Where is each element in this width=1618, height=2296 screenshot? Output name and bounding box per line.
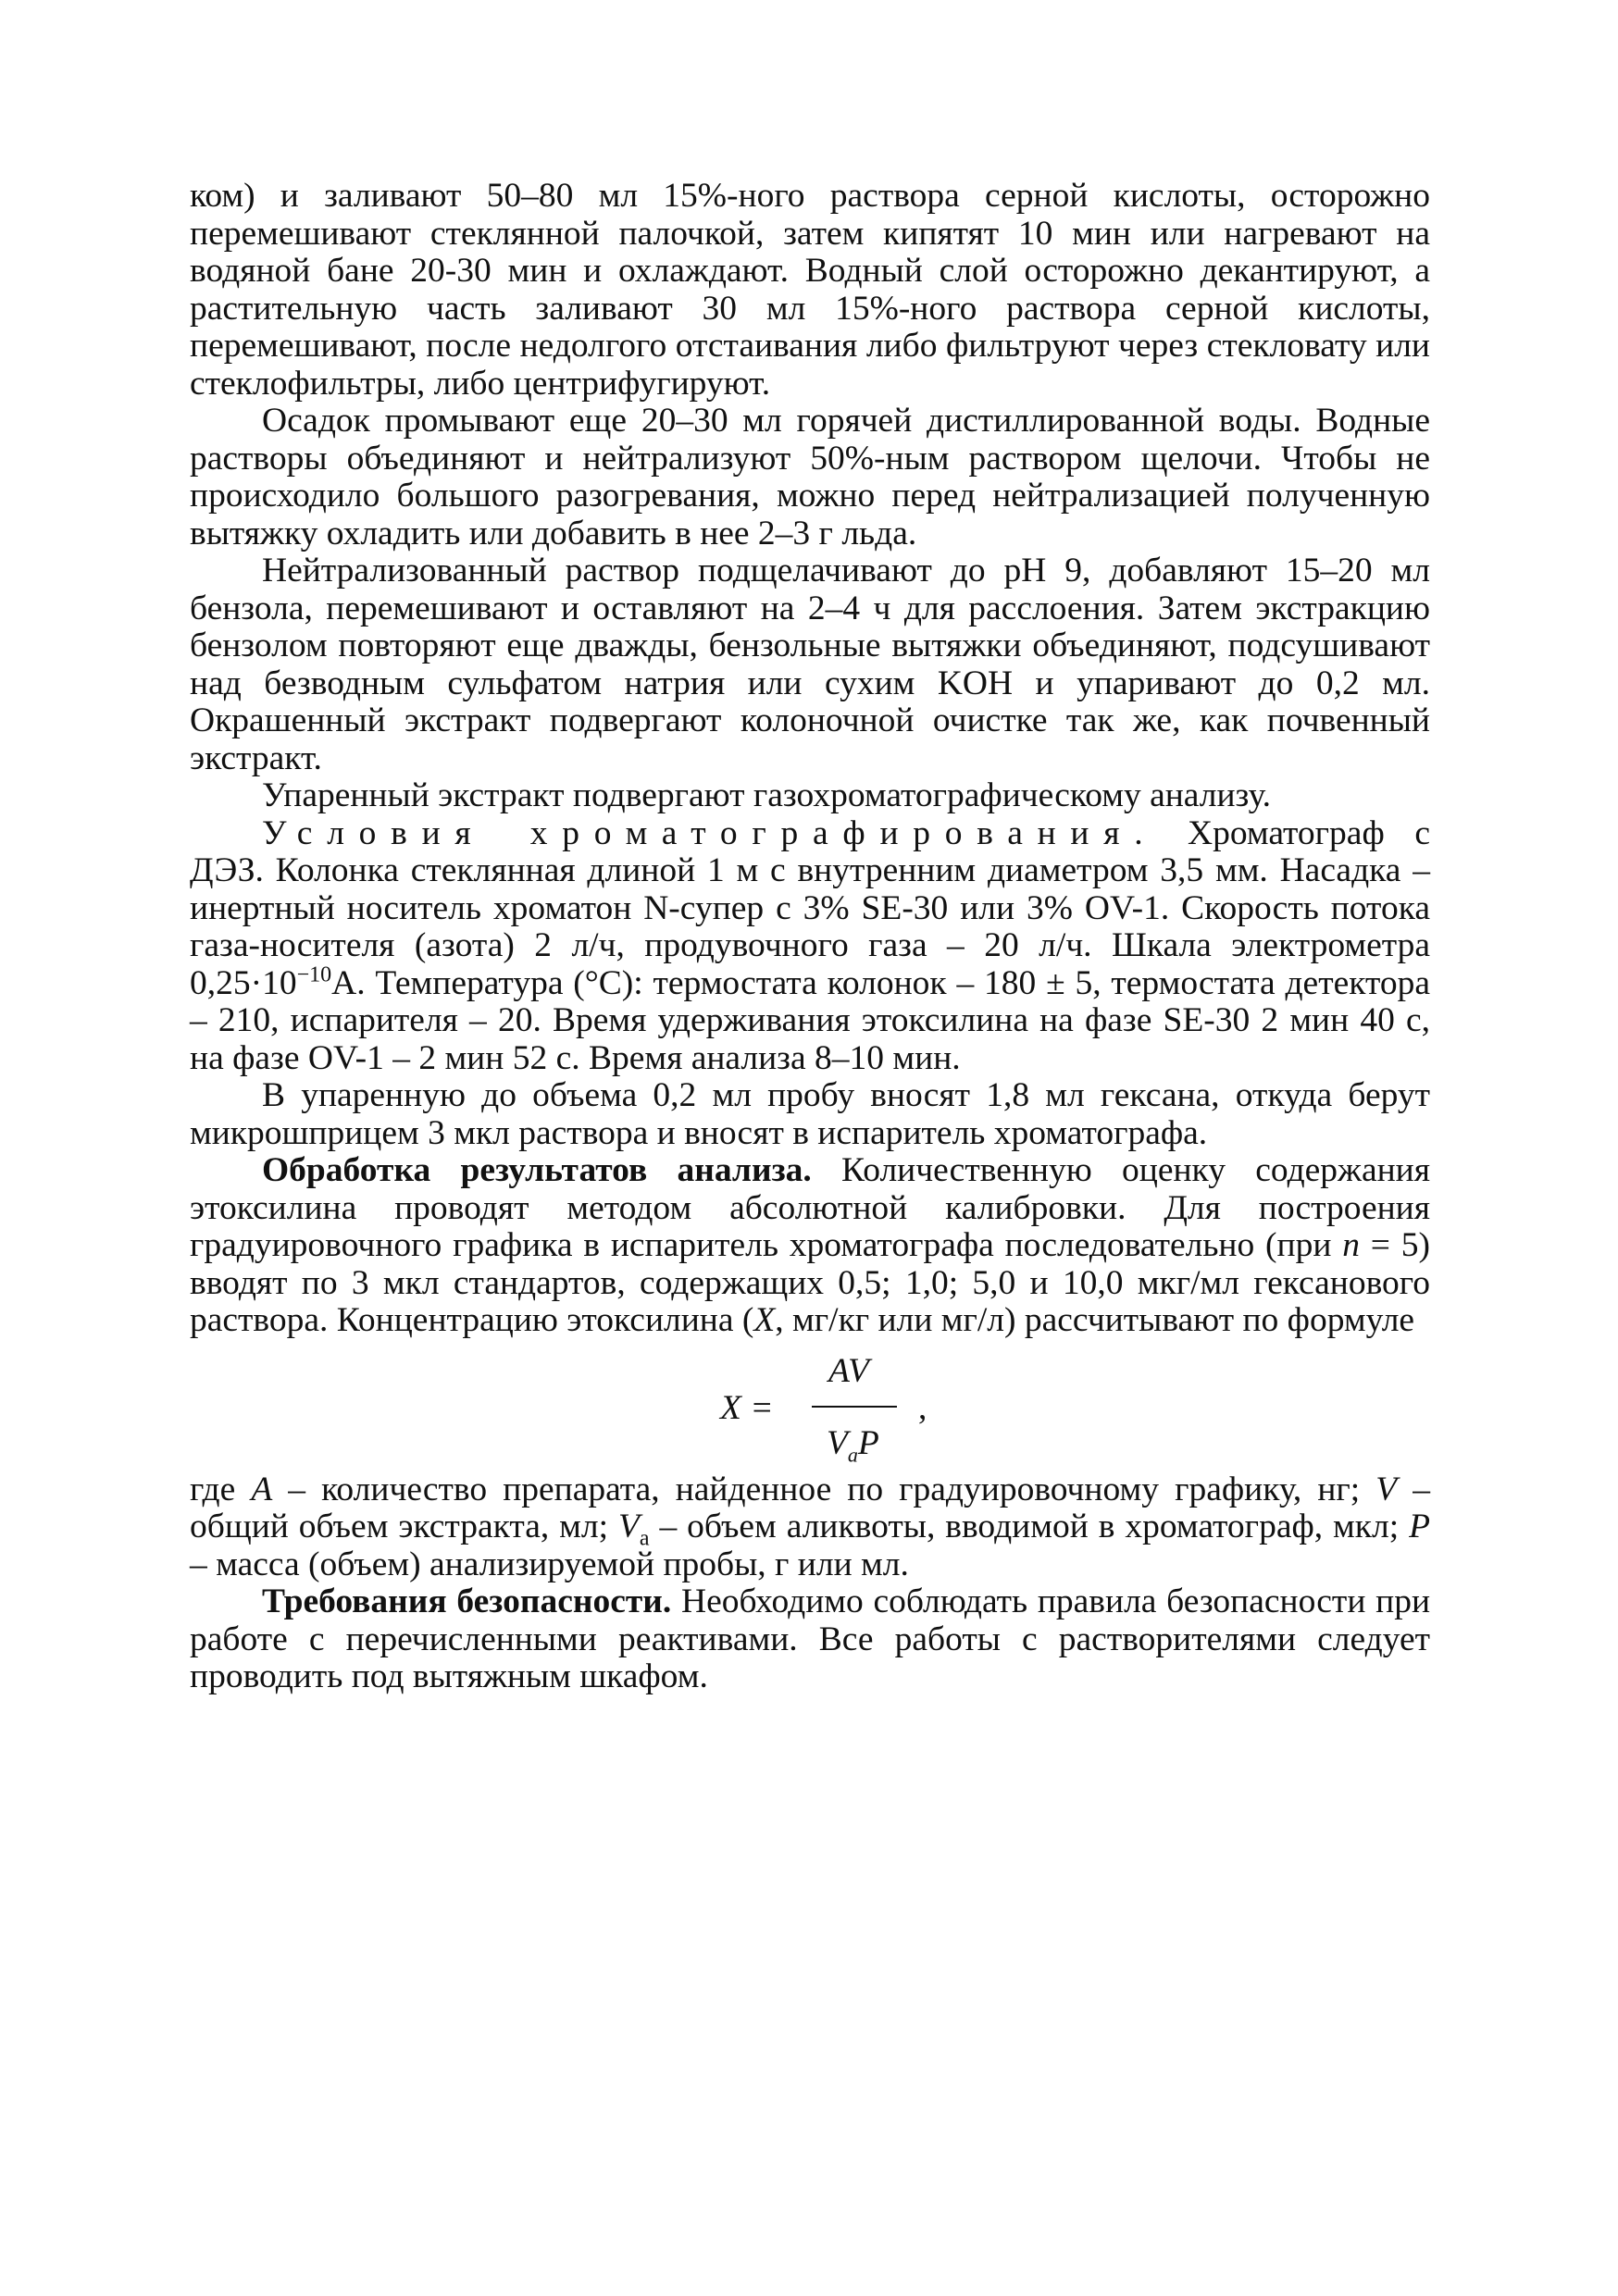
- paragraph-formula-legend: [190, 1471, 1430, 1584]
- legend-text-c: – общий объем экстракта, мл;: [190, 1470, 1430, 1545]
- safety-text: Необходимо соблюдать правила безопасности при работе с перечисленными реактивами. Все работы с растворителями следует проводить под вытяжным шкафом.: [190, 1582, 1431, 1695]
- formula-numerator: AV: [828, 1351, 869, 1390]
- section-heading-conditions: Условия хроматографирования.: [262, 813, 1158, 852]
- concentration-formula: [190, 1351, 1430, 1466]
- paragraph-gc-analysis: Упаренный экстракт подвергают газохроматографическому анализу.: [262, 776, 1271, 814]
- formula-lhs: X =: [720, 1388, 774, 1427]
- legend-var-p: P: [1409, 1508, 1430, 1545]
- formula-den-p: P: [857, 1423, 879, 1462]
- formula-fraction-bar: [812, 1406, 897, 1408]
- section-heading-results: Обработка результатов анализа.: [262, 1151, 812, 1189]
- conditions-text-b: A. Температура (°C): термостата колонок – 180 ± 5, термостата детектора – 210, испарителя – 20. Время удерживания этоксилина на фазе SE-30 2 мин 40 с, на фазе OV-1 – 2 мин 52 с. Время анализа 8–10 мин.: [190, 963, 1430, 1077]
- legend-text-d: – объем аликвоты, вводимой в хроматограф, мкл;: [649, 1508, 1410, 1545]
- formula-den-v: V: [827, 1423, 848, 1462]
- formula-comma: ,: [918, 1388, 927, 1427]
- legend-var-va: V: [617, 1508, 640, 1545]
- paragraph-chromatography-conditions: [190, 815, 1430, 1078]
- legend-text-a: где: [190, 1470, 252, 1508]
- results-text-b: = 5) вводят по 3 мкл стандартов, содержащих 0,5; 1,0; 5,0 и 10,0 мкг/мл гексанового раствора. Концентрацию этоксилина (: [190, 1226, 1431, 1339]
- legend-text-b: – количество препарата, найденное по градуировочному графику, нг;: [272, 1470, 1376, 1508]
- formula-den-sub: a: [847, 1443, 858, 1466]
- legend-var-a: A: [251, 1470, 273, 1508]
- section-heading-safety: Требования безопасности.: [262, 1582, 672, 1620]
- paragraph-results-processing: [190, 1152, 1430, 1340]
- paragraph-safety: [190, 1583, 1430, 1696]
- results-text-c: , мг/кг или мг/л) рассчитывают по формуле: [775, 1301, 1415, 1339]
- formula-denominator: [827, 1423, 879, 1466]
- conditions-text-a: Хроматограф с ДЭЗ. Колонка стеклянная длиной 1 м с внутренним диаметром 3,5 мм. Насадка – инертный носитель хроматон N-супер с 3% SE-30 или 3% OV-1. Скорость потока газа-носителя (азота) 2 л/ч, продувочного газа – 20 л/ч. Шкала электрометра 0,25·10: [190, 813, 1430, 1002]
- paragraph-extraction: ком) и заливают 50–80 мл 15%-ного раствора серной кислоты, осторожно перемешивают стеклянной палочкой, затем кипятят 10 мин или нагревают на водяной бане 20-30 мин и охлаждают. Водный слой осторожно декантируют, а растительную часть заливают 30 мл 15%-ного раствора серной кислоты, перемешивают, после недолгого отстаивания либо фильтруют через стекловату или стеклофильтры, либо центрифугируют.: [190, 177, 1430, 403]
- legend-var-va-sub: a: [639, 1526, 650, 1551]
- legend-var-v: V: [1375, 1470, 1398, 1508]
- paragraph-sample-injection: В упаренную до объема 0,2 мл пробу вносят 1,8 мл гексана, откуда берут микрошприцем 3 мкл раствора и вносят в испаритель хроматографа.: [190, 1076, 1430, 1152]
- paragraph-neutralization: Нейтрализованный раствор подщелачивают до pH 9, добавляют 15–20 мл бензола, перемешивают и оставляют на 2–4 ч для расслоения. Затем экстракцию бензолом повторяют еще дважды, бензольные вытяжки объединяют, подсушивают над безводным сульфатом натрия или сухим KOH и упаривают до 0,2 мл. Окрашенный экстракт подвергают колоночной очистке так же, как почвенный экстракт.: [190, 552, 1430, 777]
- results-var-n: n: [1342, 1226, 1360, 1264]
- results-var-x: X: [753, 1301, 776, 1339]
- legend-text-e: – масса (объем) анализируемой пробы, г или мл.: [190, 1545, 909, 1583]
- results-text-a: Количественную оценку содержания этоксилина проводят методом абсолютной калибровки. Для построения градуировочного графика в испаритель хроматографа последовательно (при: [190, 1151, 1430, 1264]
- paragraph-sediment-wash: Осадок промывают еще 20–30 мл горячей дистиллированной воды. Водные растворы объединяют и нейтрализуют 50%-ным раствором щелочи. Чтобы не происходило большого разогревания, можно перед нейтрализацией полученную вытяжку охладить или добавить в нее 2–3 г льда.: [190, 402, 1430, 552]
- conditions-exponent: −10: [296, 962, 332, 987]
- document-page: [190, 178, 1430, 1696]
